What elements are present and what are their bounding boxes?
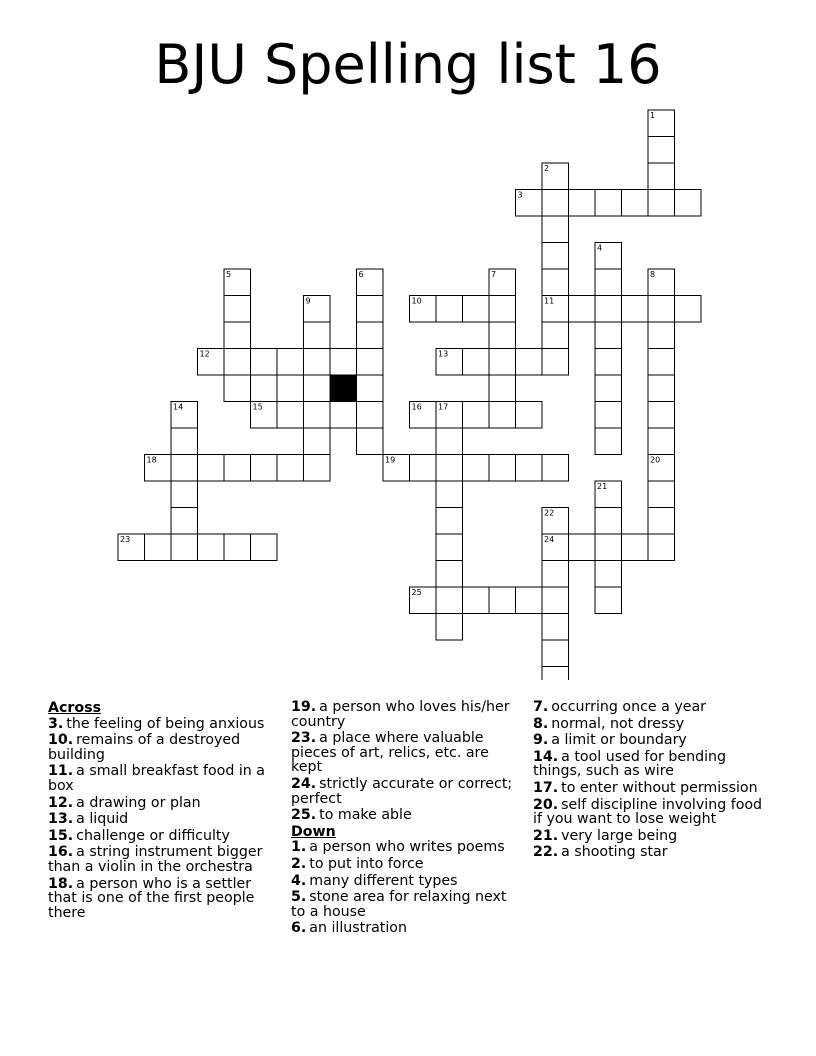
grid-cell[interactable] [171,481,198,508]
grid-cell[interactable] [251,534,278,561]
grid-cell[interactable] [304,349,331,376]
grid-cell[interactable] [277,375,304,402]
grid-cell[interactable] [648,322,675,349]
clue-num: 20. [533,796,559,813]
clue-text: remains of a destroyed building [48,732,241,763]
clue-num: 19. [291,699,317,715]
clue-text: to make able [319,807,412,824]
clue-text: to put into force [309,855,424,872]
across-clue [48,733,278,762]
clue-number: 20 [650,455,661,465]
across-clue [48,764,278,793]
grid-cell[interactable] [595,561,622,588]
grid-cell[interactable] [489,296,516,323]
grid-cell[interactable] [489,455,516,482]
clue-text: challenge or difficulty [76,827,230,844]
clue-num: 11. [48,763,74,780]
clues-column-1 [48,700,278,922]
grid-cell[interactable] [542,190,569,217]
grid-cell[interactable] [224,375,251,402]
across-clue [291,700,521,729]
grid-cell[interactable] [595,349,622,376]
grid-cell[interactable] [330,349,357,376]
clue-number: 21 [597,482,608,491]
grid-cell[interactable] [569,296,596,323]
clue-text: to enter without permission [561,779,758,796]
across-header: Across [48,700,102,716]
clue-text: an illustration [309,920,407,937]
grid-cell[interactable] [463,296,490,323]
down-header: Down [291,823,336,840]
grid-cell[interactable] [542,587,569,614]
grid-cell[interactable] [595,534,622,561]
grid-cell[interactable] [463,455,490,482]
down-clue [533,700,773,715]
clue-number: 2 [544,164,550,173]
grid-cell[interactable] [171,534,198,561]
clue-number: 12 [199,349,210,359]
clue-text: a place where valuable pieces of art, relics, etc. are kept [291,730,489,776]
grid-cell[interactable] [436,561,463,588]
grid-cell[interactable] [622,296,649,323]
grid-cell[interactable] [357,402,384,429]
grid-cell[interactable] [516,587,543,614]
grid-cell[interactable] [542,322,569,349]
grid-cell[interactable] [277,349,304,376]
down-clue [291,874,521,889]
down-clue [291,890,521,919]
grid-cell[interactable] [171,428,198,455]
clue-text: a tool used for bending things, such as wire [533,748,727,780]
clue-number: 1 [650,111,656,120]
grid-cell[interactable] [198,534,225,561]
clue-number: 19 [385,455,396,465]
clue-text: a person who loves his/her country [291,699,510,730]
clue-number: 17 [438,402,449,412]
black-cell [330,375,357,402]
clue-number: 23 [120,535,131,544]
down-clue [291,857,521,872]
grid-cell[interactable] [171,508,198,535]
clue-text: stone area for relaxing next to a house [291,889,507,920]
grid-cell[interactable] [648,190,675,217]
grid-cell[interactable] [357,296,384,323]
down-clue [533,798,773,827]
clue-number: 18 [146,455,157,465]
grid-cell[interactable] [463,587,490,614]
grid-cell[interactable] [595,296,622,323]
grid-cell[interactable] [595,402,622,429]
down-clue [533,845,773,860]
clue-num: 21. [533,827,559,844]
clue-num: 4. [291,872,307,889]
grid-cell[interactable] [251,455,278,482]
grid-cell[interactable] [224,322,251,349]
clue-number: 5 [226,270,232,279]
grid-cell[interactable] [224,455,251,482]
clue-num: 18. [48,875,74,892]
grid-cell[interactable] [304,428,331,455]
down-clue [533,781,773,796]
grid-cell[interactable] [542,614,569,641]
clue-number: 3 [517,190,523,200]
grid-cell[interactable] [595,508,622,535]
grid-cell[interactable] [569,190,596,217]
clue-number: 22 [544,508,555,518]
down-clue [291,921,521,936]
down-clue [533,829,773,844]
clue-num: 22. [533,844,559,861]
grid-cell[interactable] [436,481,463,508]
clue-text: occurring once a year [551,699,706,715]
grid-cell[interactable] [410,455,437,482]
clue-number: 7 [491,270,497,279]
grid-cell[interactable] [648,137,675,164]
grid-cell[interactable] [648,349,675,376]
across-clue [48,717,278,732]
grid-cell[interactable] [542,269,569,296]
grid-cell[interactable] [648,508,675,535]
grid-cell[interactable] [542,216,569,243]
clue-number: 11 [544,296,555,306]
down-clue [533,750,773,779]
clue-text: many different types [309,872,458,889]
clue-num: 2. [291,855,307,872]
grid-cell[interactable] [198,455,225,482]
clues-column-3 [533,700,773,862]
grid-cell[interactable] [171,455,198,482]
grid-cell[interactable] [277,402,304,429]
grid-cell[interactable] [648,296,675,323]
clue-num: 24. [291,775,317,792]
grid-cell[interactable] [436,428,463,455]
clue-number: 13 [438,349,449,359]
across-clue [291,777,521,806]
grid-cell[interactable] [357,428,384,455]
grid-cell[interactable] [542,243,569,270]
grid-cell[interactable] [304,322,331,349]
grid-cell[interactable] [648,481,675,508]
clue-text: a limit or boundary [551,732,687,749]
grid-cell[interactable] [436,296,463,323]
down-clue [291,840,521,855]
clue-number: 25 [411,588,422,597]
grid-cell[interactable] [648,163,675,190]
grid-cell[interactable] [595,428,622,455]
grid-cell[interactable] [436,587,463,614]
grid-cell[interactable] [542,667,569,681]
grid-cell[interactable] [463,402,490,429]
clue-num: 1. [291,839,307,856]
clue-text: a drawing or plan [76,794,201,811]
clue-num: 25. [291,807,317,824]
grid-cell[interactable] [224,296,251,323]
grid-cell[interactable] [675,190,702,217]
clue-num: 8. [533,715,549,732]
clue-number: 24 [544,535,555,544]
clue-num: 6. [291,920,307,937]
clue-text: a liquid [76,811,129,828]
clue-num: 15. [48,827,74,844]
grid-cell[interactable] [675,296,702,323]
clue-num: 5. [291,889,307,906]
grid-cell[interactable] [145,534,172,561]
across-clue [48,877,278,921]
grid-cell[interactable] [357,375,384,402]
grid-cell[interactable] [304,375,331,402]
grid-cell[interactable] [648,375,675,402]
grid-cell[interactable] [357,349,384,376]
across-clue [48,812,278,827]
grid-cell[interactable] [304,455,331,482]
grid-cell[interactable] [489,402,516,429]
grid-cell[interactable] [436,614,463,641]
grid-cell[interactable] [357,322,384,349]
across-clue [291,731,521,775]
grid-cell[interactable] [489,587,516,614]
grid-cell[interactable] [648,402,675,429]
across-clue [48,796,278,811]
grid-cell[interactable] [516,455,543,482]
clue-number: 6 [358,270,364,279]
grid-cell[interactable] [463,349,490,376]
clue-num: 7. [533,699,549,715]
clue-number: 9 [305,296,311,306]
grid-cell[interactable] [224,534,251,561]
grid-cell[interactable] [595,375,622,402]
clue-num: 17. [533,779,559,796]
grid-cell[interactable] [516,349,543,376]
grid-cell[interactable] [622,534,649,561]
grid-cell[interactable] [542,455,569,482]
grid-cell[interactable] [330,402,357,429]
grid-cell[interactable] [595,190,622,217]
clue-num: 3. [48,715,64,732]
grid-cell[interactable] [542,349,569,376]
clue-number: 4 [597,243,603,253]
grid-cell[interactable] [542,561,569,588]
grid-cell[interactable] [277,455,304,482]
clues-column-2 [291,700,521,938]
grid-cell[interactable] [569,534,596,561]
clue-text: a person who writes poems [309,839,505,856]
grid-cell[interactable] [489,349,516,376]
clue-number: 15 [252,402,263,412]
clue-num: 23. [291,730,317,747]
grid-cell[interactable] [436,455,463,482]
grid-cell[interactable] [436,508,463,535]
down-clue [533,733,773,748]
grid-cell[interactable] [542,640,569,667]
grid-cell[interactable] [595,587,622,614]
clue-text: a string instrument bigger than a violin in the orchestra [48,844,263,875]
grid-cell[interactable] [648,428,675,455]
page-title: BJU Spelling list 16 [154,33,662,96]
grid-cell[interactable] [489,375,516,402]
clue-num: 16. [48,844,74,861]
grid-cell[interactable] [251,375,278,402]
clue-num: 12. [48,794,74,811]
across-clue [291,808,521,823]
clue-text: a person who is a settler that is one of the first people there [48,875,255,921]
clue-num: 13. [48,811,74,828]
grid-cell[interactable] [595,269,622,296]
grid-cell[interactable] [595,322,622,349]
clue-text: a shooting star [561,844,668,861]
grid-cell[interactable] [622,190,649,217]
clue-num: 14. [533,748,559,765]
grid-cell[interactable] [648,534,675,561]
clue-text: the feeling of being anxious [66,715,265,732]
grid-cell[interactable] [251,349,278,376]
clue-num: 9. [533,732,549,749]
grid-cell[interactable] [516,402,543,429]
across-clue [48,845,278,874]
clue-number: 14 [173,402,184,412]
clue-text: strictly accurate or correct; perfect [291,775,513,807]
grid-cell[interactable] [489,322,516,349]
clue-number: 16 [411,402,422,412]
grid-cell[interactable] [304,402,331,429]
clue-number: 8 [650,270,656,279]
clue-text: a small breakfast food in a box [48,763,265,794]
grid-cell[interactable] [436,534,463,561]
clue-text: self discipline involving food if you want to lose weight [533,796,763,828]
clue-num: 10. [48,732,74,749]
clue-text: very large being [561,827,678,844]
grid-cell[interactable] [224,349,251,376]
clue-number: 10 [411,296,422,306]
down-clue [533,717,773,732]
clue-text: normal, not dressy [551,715,685,732]
across-clue [48,829,278,844]
